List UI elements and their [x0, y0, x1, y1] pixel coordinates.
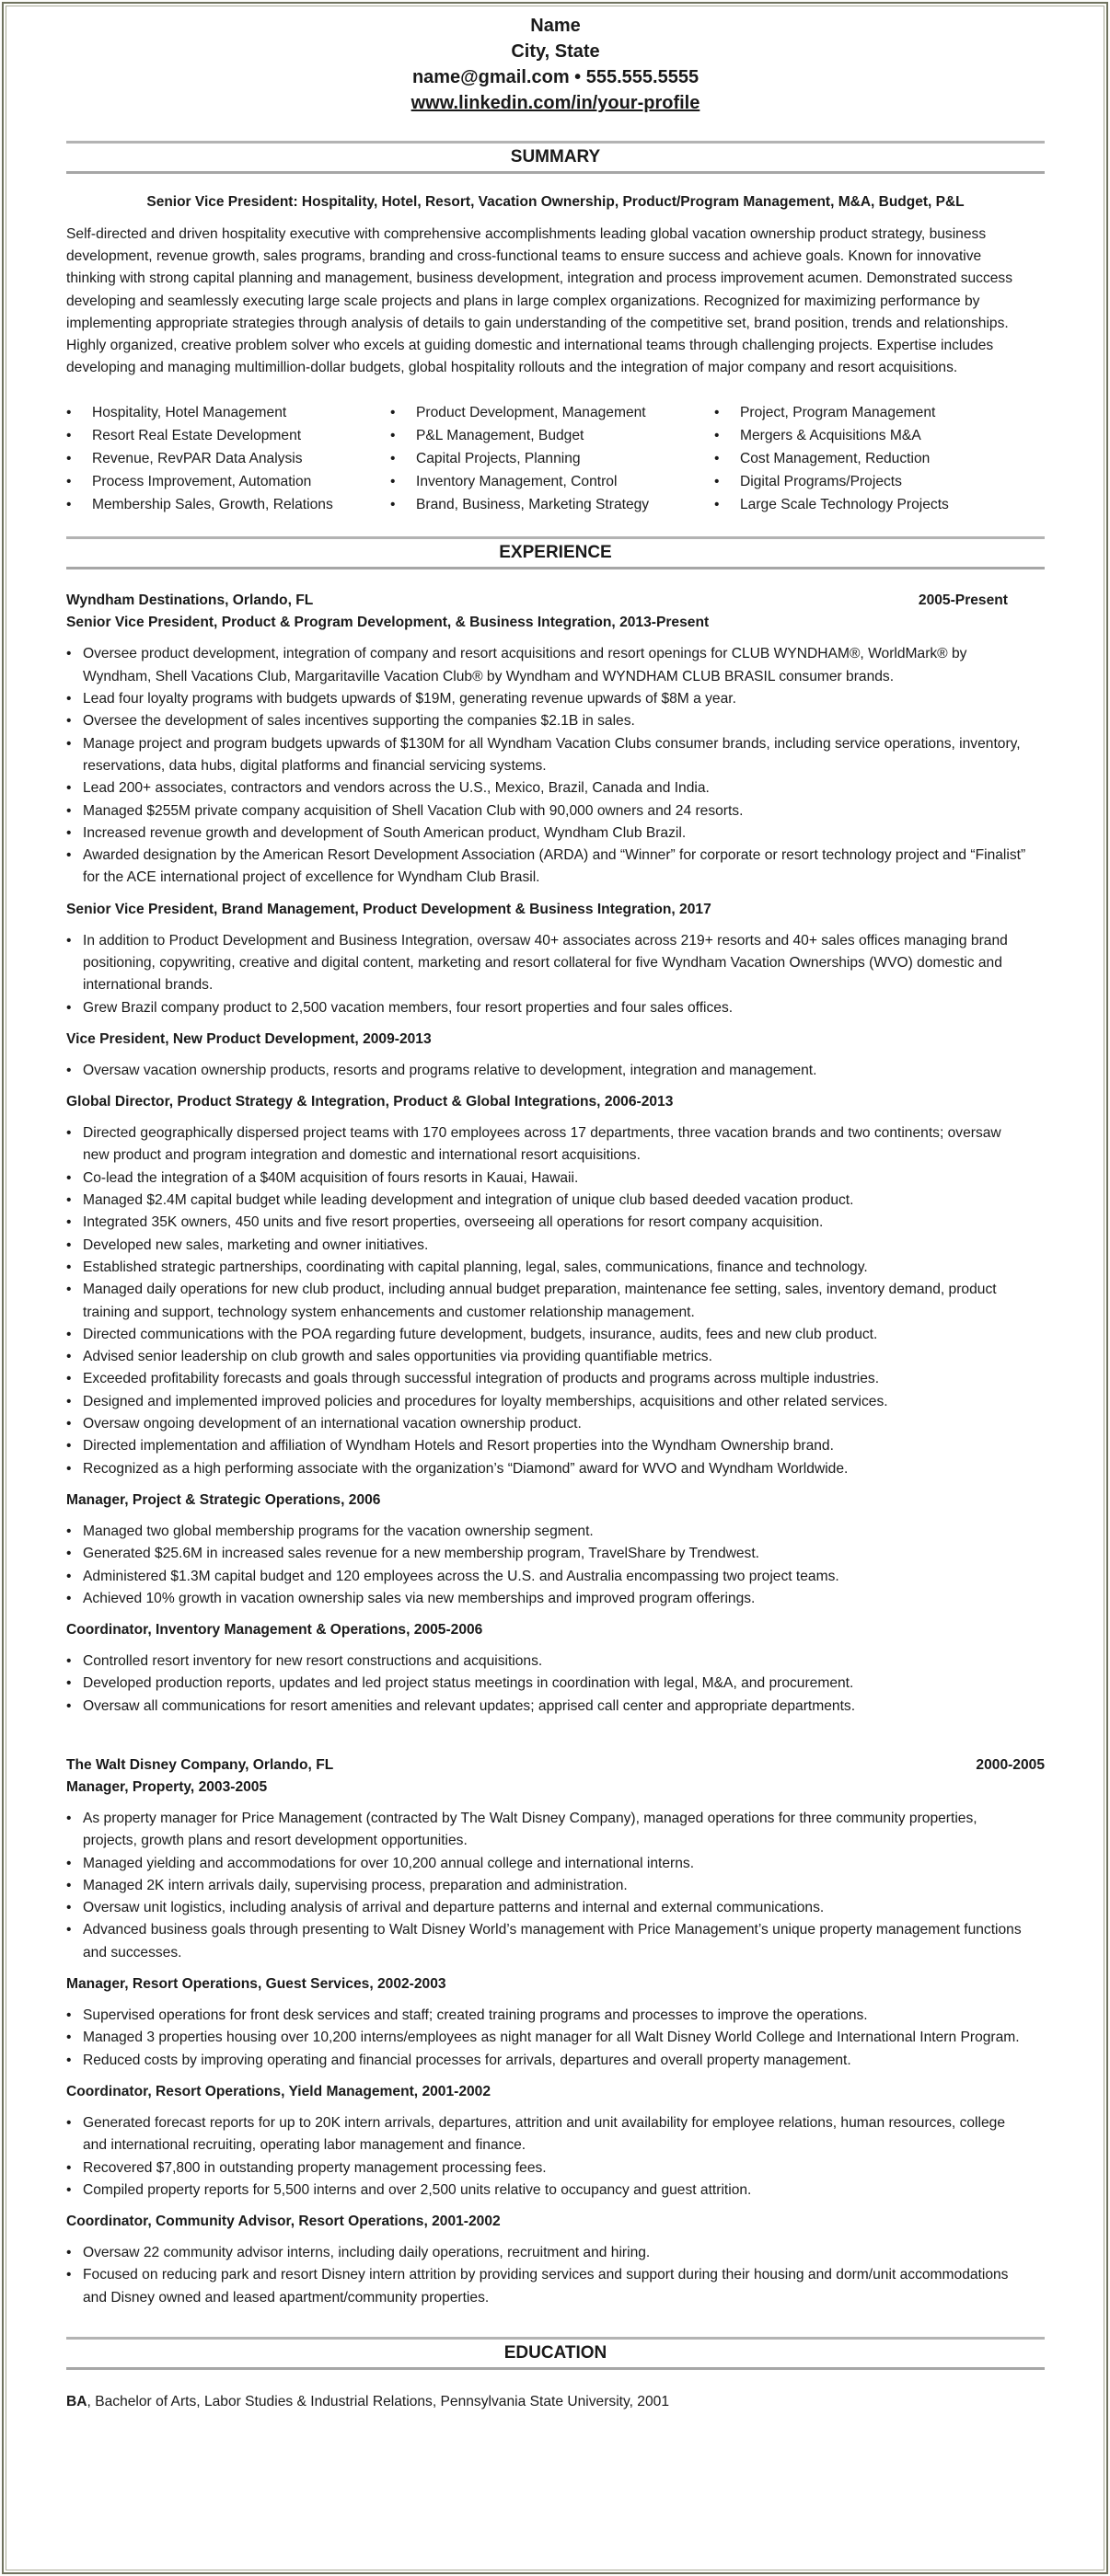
role-bullets [66, 2112, 1045, 2202]
degree-abbr: BA [66, 2394, 87, 2410]
experience-list [66, 590, 1045, 2309]
role-title: Manager, Project & Strategic Operations, 2006 [66, 1491, 381, 1508]
bullet-item: • Directed communications with the POA regarding future development, budgets, insurance, audits, fees and new club product. [66, 1324, 1045, 1346]
skill-item: • Cost Management, Reduction [714, 447, 1036, 470]
resume-page [66, 11, 1045, 2410]
role-title: Coordinator, Inventory Management & Operations, 2005-2006 [66, 1622, 483, 1639]
skill-item: • Hospitality, Hotel Management [66, 401, 390, 424]
company-name: Wyndham Destinations, Orlando, FL [66, 592, 314, 609]
linkedin-link[interactable]: www.linkedin.com/in/your-profile [410, 93, 700, 113]
bullet-item: • Manage project and program budgets upwards of $130M for all Wyndham Vacation Clubs consumer brands, including service operations, inventory, reservations, data hubs, digital platforms and financial servicing systems. [66, 733, 1045, 778]
role-title: Vice President, New Product Development, 2009-2013 [66, 1030, 432, 1047]
role-bullets [66, 930, 1045, 1019]
bullet-item: • Exceeded profitability forecasts and goals through successful integration of products and programs across multiple industries. [66, 1368, 1045, 1390]
role-title: Global Director, Product Strategy & Integration, Product & Global Integrations, 2006-2013 [66, 1094, 674, 1110]
role-title: Manager, Resort Operations, Guest Services, 2002-2003 [66, 1976, 446, 1993]
bullet-item: • Focused on reducing park and resort Disney intern attrition by providing services and support during their housing and dorm/unit accommodations and Disney owned and leased apartment/community properties. [66, 2264, 1045, 2309]
role-bullets [66, 643, 1045, 889]
job-header [66, 1754, 1045, 1777]
role-bullets [66, 1808, 1045, 1964]
role-bullets [66, 2005, 1045, 2072]
summary-headline: Senior Vice President: Hospitality, Hotel, Resort, Vacation Ownership, Product/Program Management, M&A, Budget, P&L [146, 194, 965, 210]
experience-heading: EXPERIENCE [66, 536, 1045, 569]
bullet-item: • Managed 3 properties housing over 10,200 interns/employees as night manager for all Walt Disney World College and International Intern Program. [66, 2027, 1045, 2049]
role-bullets [66, 1521, 1045, 1610]
bullet-item: • Recovered $7,800 in outstanding property management processing fees. [66, 2157, 1045, 2179]
role-bullets [66, 2242, 1045, 2309]
bullet-item: • Oversaw vacation ownership products, resorts and programs relative to development, integration and management. [66, 1060, 1045, 1082]
role-title: Senior Vice President, Brand Management, Product Development & Business Integration, 2017 [66, 901, 711, 917]
job-entry [66, 1754, 1045, 2309]
role-title: Manager, Property, 2003-2005 [66, 1779, 268, 1795]
bullet-item: • Integrated 35K owners, 450 units and five resort properties, overseeing all operations for resort company acquisition. [66, 1212, 1045, 1234]
role-title: Coordinator, Community Advisor, Resort Operations, 2001-2002 [66, 2214, 501, 2230]
bullet-item: • Managed yielding and accommodations for over 10,200 annual college and international interns. [66, 1853, 1045, 1875]
job-dates: 2005-Present [918, 592, 1008, 609]
bullet-item: • Advanced business goals through presenting to Walt Disney World’s management with Price Management’s unique property management functions and successes. [66, 1919, 1045, 1964]
skill-item: • Capital Projects, Planning [390, 447, 714, 470]
contact-header [66, 13, 1045, 116]
skill-item: • Large Scale Technology Projects [714, 493, 1036, 516]
bullet-item: • Oversaw unit logistics, including analysis of arrival and departure patterns and internal and external communications. [66, 1897, 1045, 1919]
bullet-item: • Oversaw ongoing development of an international vacation ownership product. [66, 1413, 1045, 1435]
skills-column [66, 401, 390, 516]
bullet-item: • Directed geographically dispersed project teams with 170 employees across 17 departments, three vacation brands and two continents; oversaw new product and program integration and domestic and international resort acquisitions. [66, 1122, 1045, 1167]
skill-item: • Digital Programs/Projects [714, 470, 1036, 493]
summary-heading: SUMMARY [66, 141, 1045, 174]
bullet-item: • Managed two global membership programs for the vacation ownership segment. [66, 1521, 1045, 1543]
bullet-item: • Oversee the development of sales incentives supporting the companies $2.1B in sales. [66, 710, 1045, 732]
skill-item: • P&L Management, Budget [390, 424, 714, 447]
bullet-item: • Lead four loyalty programs with budgets upwards of $19M, generating revenue upwards of $8M a year. [66, 688, 1045, 710]
role-title: Senior Vice President, Product & Program Development, & Business Integration, 2013-Present [66, 615, 710, 631]
role-bullets [66, 1060, 1045, 1082]
role-title: Coordinator, Resort Operations, Yield Management, 2001-2002 [66, 2083, 491, 2099]
degree-details: , Bachelor of Arts, Labor Studies & Industrial Relations, Pennsylvania State University, 2001 [87, 2394, 669, 2410]
bullet-item: • Grew Brazil company product to 2,500 vacation members, four resort properties and four sales offices. [66, 997, 1045, 1019]
job-entry [66, 590, 1045, 1718]
education-entry [66, 2394, 1045, 2410]
skill-item: • Inventory Management, Control [390, 470, 714, 493]
bullet-item: • Supervised operations for front desk services and staff; created training programs and processes to improve the operations. [66, 2005, 1045, 2027]
bullet-item: • Oversaw 22 community advisor interns, including daily operations, recruitment and hiring. [66, 2242, 1045, 2264]
bullet-item: • Co-lead the integration of a $40M acquisition of fours resorts in Kauai, Hawaii. [66, 1167, 1045, 1190]
skill-item: • Brand, Business, Marketing Strategy [390, 493, 714, 516]
bullet-item: • Established strategic partnerships, coordinating with capital planning, legal, sales, communications, finance and technology. [66, 1257, 1045, 1279]
education-heading: EDUCATION [66, 2337, 1045, 2370]
skill-item: • Mergers & Acquisitions M&A [714, 424, 1036, 447]
bullet-item: • Reduced costs by improving operating and financial processes for arrivals, departures and overall property management. [66, 2050, 1045, 2072]
bullet-item: • Advised senior leadership on club growth and sales opportunities via providing quantifiable metrics. [66, 1346, 1045, 1368]
role-bullets [66, 1122, 1045, 1480]
bullet-item: • Administered $1.3M capital budget and 120 employees across the U.S. and Australia encompassing two project teams. [66, 1566, 1045, 1588]
job-dates: 2000-2005 [976, 1757, 1045, 1773]
bullet-item: • Achieved 10% growth in vacation ownership sales via new memberships and improved program offerings. [66, 1588, 1045, 1610]
bullet-item: • Increased revenue growth and development of South American product, Wyndham Club Brazil. [66, 822, 1045, 845]
candidate-name: Name [530, 16, 581, 36]
role-bullets [66, 1650, 1045, 1718]
bullet-item: • Managed 2K intern arrivals daily, supervising process, preparation and administration. [66, 1875, 1045, 1897]
bullet-item: • Awarded designation by the American Resort Development Association (ARDA) and “Winner” for corporate or resort technology project and “Finalist” for the ACE international project of excellence for Wyndham Club Brasil. [66, 845, 1045, 890]
bullet-item: • Lead 200+ associates, contractors and vendors across the U.S., Mexico, Brazil, Canada and India. [66, 777, 1045, 799]
skill-item: • Process Improvement, Automation [66, 470, 390, 493]
bullet-item: • Developed new sales, marketing and owner initiatives. [66, 1235, 1045, 1257]
skill-item: • Revenue, RevPAR Data Analysis [66, 447, 390, 470]
bullet-item: • Managed daily operations for new club product, including annual budget preparation, maintenance fee setting, sales, inventory demand, product training and support, technology system enhancements and customer relationship management. [66, 1279, 1045, 1324]
bullet-item: • Designed and implemented improved policies and procedures for loyalty memberships, acquisitions and other related services. [66, 1391, 1045, 1413]
skills-grid [66, 401, 1045, 516]
bullet-item: • Managed $2.4M capital budget while leading development and integration of unique club based deeded vacation product. [66, 1190, 1045, 1212]
company-name: The Walt Disney Company, Orlando, FL [66, 1757, 334, 1773]
bullet-item: • Developed production reports, updates and led project status meetings in coordination with legal, M&A, and procurement. [66, 1673, 1045, 1695]
summary-paragraph: Self-directed and driven hospitality executive with comprehensive accomplishments leading global vacation ownership product strategy, business development, revenue growth, sales programs, branding and cross-functional teams to ensure success and achieve goals. Known for innovative thinking with strong capital planning and management, business development, integration and process improvement acumen. Demonstrated success developing and seamlessly executing large scale projects and plans in large complex organizations. Recognized for maximizing performance by implementing appropriate strategies through analysis of details to gain understanding of the competitive set, brand position, trends and relationships. Highly organized, creative problem solver who excels at guiding domestic and international teams through challenging projects. Expertise includes developing and managing multimillion-dollar budgets, global hospitality rollouts and the integration of major company and resort acquisitions. [66, 226, 1013, 376]
skill-item: • Membership Sales, Growth, Relations [66, 493, 390, 516]
bullet-item: • Generated forecast reports for up to 20K intern arrivals, departures, attrition and unit availability for employee relations, human resources, college and international recruiting, operating labor management and finance. [66, 2112, 1045, 2157]
skill-item: • Project, Program Management [714, 401, 1036, 424]
skills-column [714, 401, 1036, 516]
bullet-item: • Directed implementation and affiliation of Wyndham Hotels and Resort properties into the Wyndham Ownership brand. [66, 1435, 1045, 1457]
bullet-item: • Compiled property reports for 5,500 interns and over 2,500 units relative to occupancy and guest attrition. [66, 2179, 1045, 2202]
bullet-item: • Managed $255M private company acquisition of Shell Vacation Club with 90,000 owners and 24 resorts. [66, 800, 1045, 822]
skill-item: • Product Development, Management [390, 401, 714, 424]
bullet-item: • Recognized as a high performing associate with the organization’s “Diamond” award for WVO and Wyndham Worldwide. [66, 1458, 1045, 1480]
candidate-email-phone: name@gmail.com • 555.555.5555 [411, 67, 700, 87]
job-header [66, 590, 1045, 612]
skill-item: • Resort Real Estate Development [66, 424, 390, 447]
skills-column [390, 401, 714, 516]
bullet-item: • Oversee product development, integration of company and resort acquisitions and resort openings for CLUB WYNDHAM®, WorldMark® by Wyndham, Shell Vacations Club, Margaritaville Vacation Club® by Wyndham and WYNDHAM CLUB BRASIL consumer brands. [66, 643, 1045, 688]
bullet-item: • Oversaw all communications for resort amenities and relevant updates; apprised call center and appropriate departments. [66, 1696, 1045, 1718]
bullet-item: • In addition to Product Development and Business Integration, oversaw 40+ associates across 219+ resorts and 40+ sales offices managing brand positioning, copywriting, creative and digital content, marketing and resort collateral for five Wyndham Vacation Ownerships (WVO) domestic and international brands. [66, 930, 1045, 997]
candidate-location: City, State [511, 41, 600, 62]
bullet-item: • Controlled resort inventory for new resort constructions and acquisitions. [66, 1650, 1045, 1673]
bullet-item: • As property manager for Price Management (contracted by The Walt Disney Company), managed operations for three community properties, projects, growth plans and resort development opportunities. [66, 1808, 1045, 1853]
bullet-item: • Generated $25.6M in increased sales revenue for a new membership program, TravelShare by Trendwest. [66, 1543, 1045, 1565]
